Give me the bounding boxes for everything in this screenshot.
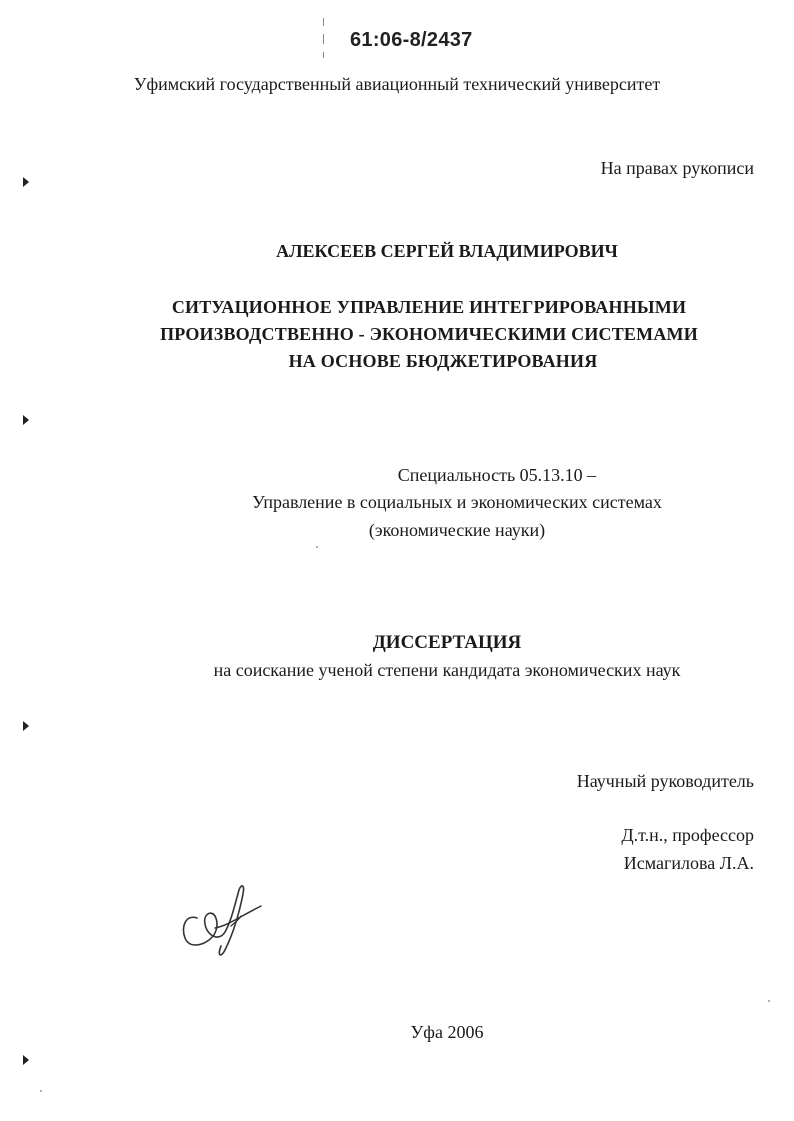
manuscript-note: На правах рукописи (600, 158, 754, 178)
margin-marker (23, 1055, 29, 1065)
title-line-2: ПРОИЗВОДСТВЕННО - ЭКОНОМИЧЕСКИМИ СИСТЕМАМИ (160, 324, 698, 344)
author-name: АЛЕКСЕЕВ СЕРГЕЙ ВЛАДИМИРОВИЧ (276, 241, 618, 261)
specialty-code: Специальность 05.13.10 – (397, 465, 597, 485)
supervisor-name: Исмагилова Л.А. (623, 853, 754, 873)
scan-speck (316, 546, 318, 548)
city-year: Уфа 2006 (410, 1022, 484, 1042)
supervisor-title: Д.т.н., профессор (621, 825, 754, 845)
university-name: Уфимский государственный авиационный технический университет (133, 74, 661, 94)
margin-tick (323, 52, 324, 58)
specialty-field: (экономические науки) (368, 520, 546, 540)
title-line-1: СИТУАЦИОННОЕ УПРАВЛЕНИЕ ИНТЕГРИРОВАННЫМИ (171, 297, 687, 317)
supervisor-label: Научный руководитель (576, 771, 754, 791)
margin-tick (323, 18, 324, 26)
title-line-3: НА ОСНОВЕ БЮДЖЕТИРОВАНИЯ (288, 351, 598, 371)
margin-marker (23, 721, 29, 731)
margin-tick (323, 34, 324, 44)
margin-marker (23, 415, 29, 425)
scan-speck (40, 1090, 42, 1092)
dissertation-heading: ДИССЕРТАЦИЯ (372, 632, 522, 653)
signature-icon (175, 880, 265, 960)
margin-marker (23, 177, 29, 187)
scan-speck (768, 1000, 770, 1002)
specialty-name: Управление в социальных и экономических системах (252, 492, 662, 512)
degree-line: на соискание ученой степени кандидата экономических наук (213, 660, 681, 680)
archive-code: 61:06-8/2437 (350, 29, 473, 51)
